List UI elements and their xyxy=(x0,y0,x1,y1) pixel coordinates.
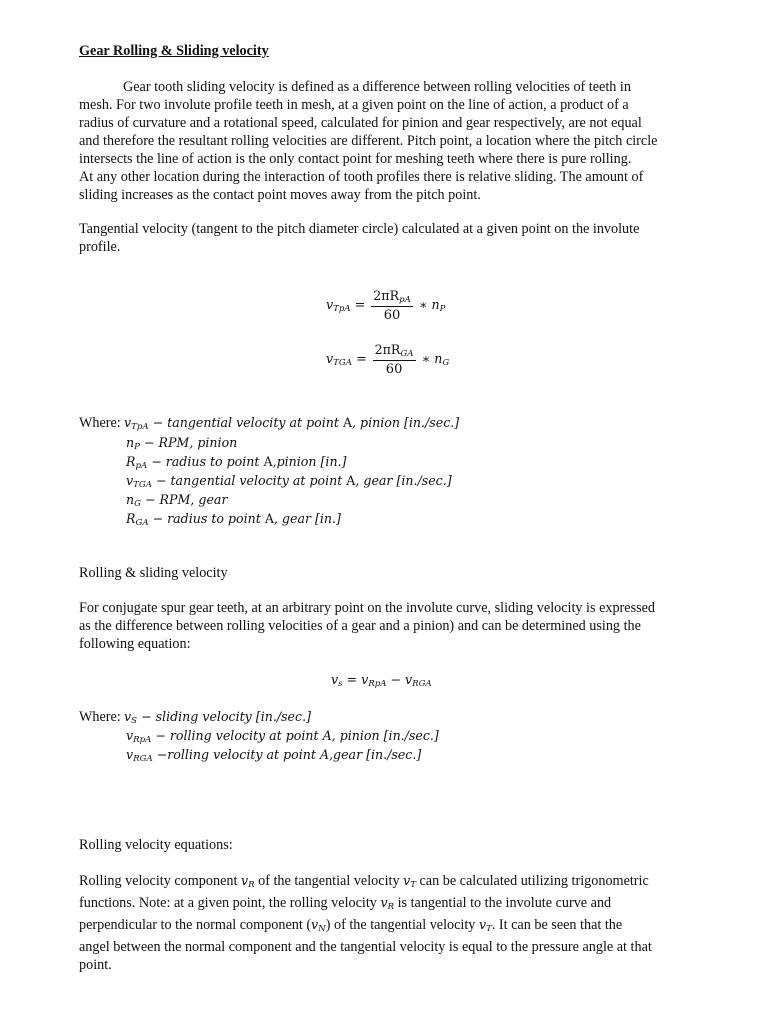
intro-line-6: At any other location during the interaction of tooth profiles there is relative sliding. The amount of xyxy=(79,169,644,185)
eq1-numerator: 2πR xyxy=(373,288,400,303)
intro-line-1: Gear tooth sliding velocity is defined as a difference between rolling velocities of teeth in xyxy=(123,79,631,95)
conjugate-line-1: For conjugate spur gear teeth, at an arbitrary point on the involute curve, sliding velocity is expressed xyxy=(79,600,656,616)
eq2-lhs: v xyxy=(326,351,334,366)
eq3-term-a-sub: RpA xyxy=(368,679,387,689)
eq2-numerator: 2πR xyxy=(374,342,401,357)
equation-sliding-velocity xyxy=(331,672,432,689)
rolling-paragraph xyxy=(79,872,695,974)
where1-row-6: RGA − radius to point A, gear [in.] xyxy=(126,511,341,528)
rolling-line-1: Rolling velocity component vR of the tangential velocity vT can be calculated utilizing trigonometric xyxy=(79,873,649,890)
where1-row-3: RpA − radius to point A,pinion [in.] xyxy=(126,454,347,471)
where2-row-3: vRGA −rolling velocity at point A,gear [in./sec.] xyxy=(126,747,422,764)
rolling-velocity-heading: Rolling velocity equations: xyxy=(79,837,233,853)
where1-row-5: nG − RPM, gear xyxy=(126,492,228,509)
eq3-lhs: v xyxy=(331,672,339,687)
eq3-minus: − xyxy=(386,672,405,687)
eq2-denominator: 60 xyxy=(385,362,403,377)
eq1-denominator: 60 xyxy=(383,308,401,323)
eq1-fraction xyxy=(371,288,413,323)
tangential-line-1: Tangential velocity (tangent to the pitch diameter circle) calculated at a given point on the involute xyxy=(79,221,640,237)
tangential-line-2: profile. xyxy=(79,239,121,255)
where2-row-2: vRpA − rolling velocity at point A, pinion [in./sec.] xyxy=(126,728,439,745)
eq1-lhs: v xyxy=(326,297,334,312)
eq1-mult-sub: P xyxy=(439,304,446,314)
rolling-line-2: functions. Note: at a given point, the rolling velocity vR is tangential to the involute curve and xyxy=(79,895,612,912)
tangential-paragraph xyxy=(79,220,695,256)
where2-label: Where: xyxy=(79,709,121,725)
conjugate-line-3: following equation: xyxy=(79,636,191,652)
intro-line-4: and therefore the resultant rolling velocities are different. Pitch point, a location where the pitch circle xyxy=(79,133,658,149)
intro-line-3: radius of curvature and a rotational speed, calculated for pinion and gear respectively, are not equal xyxy=(79,115,642,131)
eq1-mult: ∗ n xyxy=(418,297,440,312)
where1-row-4: vTGA − tangential velocity at point A, gear [in./sec.] xyxy=(126,473,452,490)
where1-row-2: nP − RPM, pinion xyxy=(126,435,238,452)
equation-tangential-gear: vTGA = $\frac{\text{2πRGA}}{60}$ ∗ nG xyxy=(326,342,450,377)
eq1-numerator-sub: pA xyxy=(399,295,411,305)
rolling-line-4: angel between the normal component and the tangential velocity is equal to the pressure angle at that xyxy=(79,939,652,955)
conjugate-line-2: as the difference between rolling velocities of a gear and a pinion) and can be determined using the xyxy=(79,618,641,634)
page-title: Gear Rolling & Sliding velocity xyxy=(79,43,269,59)
intro-line-7: sliding increases as the contact point moves away from the pitch point. xyxy=(79,187,481,203)
intro-paragraph xyxy=(79,78,695,204)
equation-tangential-pinion: vTpA = $\frac{\text{2πRpA}}{60}$ ∗ nP xyxy=(326,288,446,323)
where1-row-1: Where: vTpA − tangential velocity at point A, pinion [in./sec.] xyxy=(79,415,460,432)
eq3-term-a: v xyxy=(361,672,369,687)
eq2-mult: ∗ n xyxy=(421,351,443,366)
eq3-term-b: v xyxy=(404,672,413,687)
rolling-line-3: perpendicular to the normal component (vN) of the tangential velocity vT. It can be seen that the xyxy=(79,917,623,934)
intro-line-2: mesh. For two involute profile teeth in mesh, at a given point on the line of action, a product of a xyxy=(79,97,629,113)
where2-row-1: Where: vS − sliding velocity [in./sec.] xyxy=(79,709,311,726)
eq3-term-b-sub: RGA xyxy=(412,679,432,689)
intro-line-5: intersects the line of action is the only contact point for meshing teeth where there is pure rolling. xyxy=(79,151,632,167)
conjugate-paragraph xyxy=(79,599,695,653)
where1-label: Where: xyxy=(79,415,121,431)
eq2-lhs-sub: TGA xyxy=(333,358,352,368)
eq3-lhs-sub: s xyxy=(338,679,343,689)
eq2-mult-sub: G xyxy=(442,358,450,368)
eq3-equals: = xyxy=(342,672,362,687)
eq2-numerator-sub: GA xyxy=(400,349,414,359)
rolling-line-5: point. xyxy=(79,957,112,973)
eq1-lhs-sub: TpA xyxy=(333,304,351,314)
section-heading-rolling-sliding: Rolling & sliding velocity xyxy=(79,565,228,581)
eq2-fraction xyxy=(373,342,416,377)
